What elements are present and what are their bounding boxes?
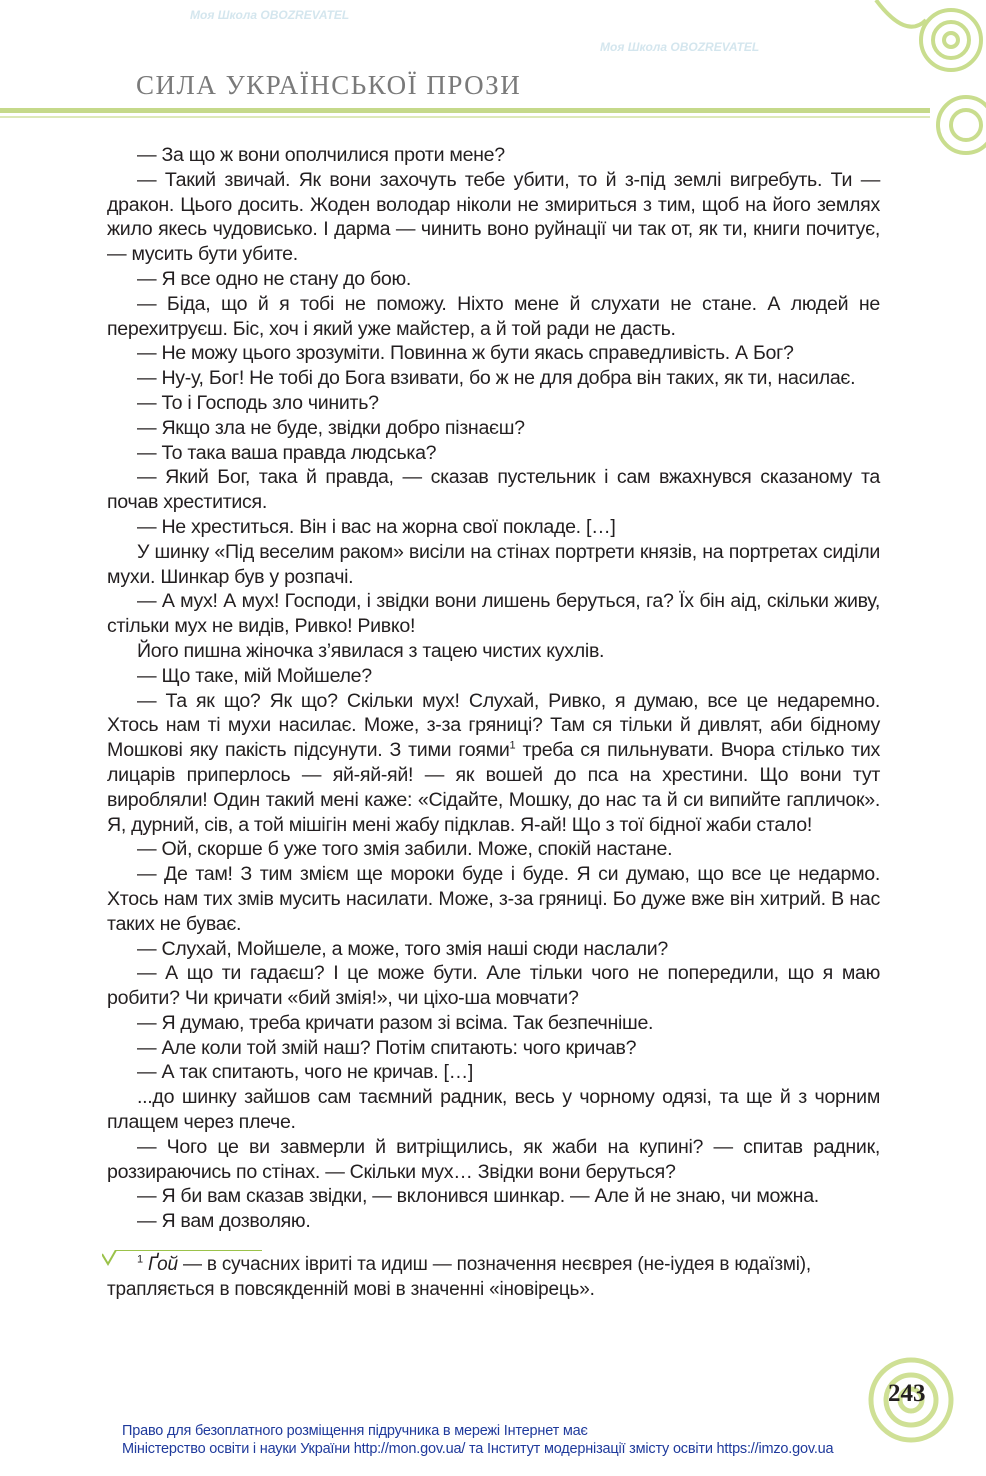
paragraph bbox=[107, 664, 880, 689]
header-divider bbox=[0, 108, 930, 113]
footnote-rule bbox=[102, 1250, 262, 1270]
paragraph-text: — Такий звичай. Як вони захочуть тебе убити, то й з-під землі вигребуть. Ти — дракон. Цього досить. Жоден володар ніколи не змириться з тим, щоб на його землях жило якесь чудовисько. І дарма — чинить воно руйнації чи так от, як ти, книги почитує, — мусить бути убите. bbox=[107, 168, 880, 266]
paragraph bbox=[107, 391, 880, 416]
paragraph-text: — Біда, що й я тобі не поможу. Ніхто мене й слухати не стане. А людей не перехитруєш. Біс, хоч і який уже майстер, а й той ради не дасть. bbox=[107, 292, 880, 340]
watermark: Моя Школа OBOZREVATEL bbox=[600, 40, 760, 54]
rights-line-1: Право для безоплатного розміщення підручника в мережі Інтернет має bbox=[122, 1423, 588, 1439]
paragraph-text: Його пишна жіночка з’явилася з тацею чистих кухлів. bbox=[137, 639, 605, 662]
paragraph bbox=[107, 1011, 880, 1036]
paragraph bbox=[107, 1184, 880, 1209]
page-number: 243 bbox=[888, 1380, 926, 1407]
paragraph bbox=[107, 292, 880, 342]
paragraph-text: — Слухай, Мойшеле, а може, того змія наші сюди наслали? bbox=[137, 937, 668, 960]
paragraph bbox=[107, 837, 880, 862]
paragraph-text: У шинку «Під веселим раком» висіли на стінах портрети князів, на портретах сиділи мухи. Шинкар був у розпачі. bbox=[107, 540, 880, 588]
paragraph-text: — Чого це ви завмерли й витріщились, як жаби на купині? — спитав радник, роззираючись по стінах. — Скільки мух… Звідки вони беруться? bbox=[107, 1135, 880, 1183]
paragraph-text: — А так спитають, чого не кричав. […] bbox=[137, 1061, 474, 1084]
paragraph bbox=[107, 465, 880, 515]
paragraph bbox=[107, 168, 880, 267]
paragraph bbox=[107, 416, 880, 441]
paragraph-text: — Не можу цього зрозуміти. Повинна ж бути якась справедливість. А Бог? bbox=[137, 342, 794, 365]
paragraph-text: — Що таке, мій Мойшеле? bbox=[137, 664, 372, 687]
paragraph bbox=[107, 1209, 880, 1234]
paragraph-text: — То така ваша правда людська? bbox=[137, 441, 437, 464]
footnote-marker: 1 bbox=[137, 1253, 143, 1266]
paragraph bbox=[107, 961, 880, 1011]
paragraph-text: — То і Господь зло чинить? bbox=[137, 391, 379, 414]
paragraph-text: — Та як що? Як що? Скільки мух! Слухай, Ривко, я думаю, все це недаремно. Хтось нам ті мухи насилає. Може, з-за гряниці? Там ся тільки й дивлят, аби бідному Мошкові яку пакість підсунути. З тими гоями bbox=[107, 689, 880, 762]
paragraph-text: — Ой, скорше б уже того змія забили. Може, спокій настане. bbox=[137, 838, 673, 861]
paragraph-text: — Не хреститься. Він і вас на жорна свої покладе. […] bbox=[137, 515, 616, 538]
rights-notice bbox=[122, 1422, 833, 1458]
paragraph-text: треба ся пильнувати. Вчора стілько тих лицарів приперлось — яй-яй-яй! — як вошей до пса на хрестини. Що вони тут виробляли! Один такий мені каже: «Сідайте, Мошку, до нас та й си випийте гапличок». Я, дурний, сів, а той мішігін мені жабу підклав. Я-ай! Що з тої бідної жаби стало! bbox=[107, 739, 880, 836]
page-header-title: СИЛА УКРАЇНСЬКОЇ ПРОЗИ bbox=[136, 70, 522, 100]
paragraph-text: — Я вам дозволяю. bbox=[137, 1210, 311, 1233]
footnote-text: — в сучасних івриті та идиш — позначення неєврея (не-іудея в юдаїзмі), трапляється в повсякденній мові в значенні «іновірець». bbox=[107, 1254, 811, 1301]
paragraph bbox=[107, 441, 880, 466]
paragraph bbox=[107, 540, 880, 590]
paragraph bbox=[107, 341, 880, 366]
paragraph bbox=[107, 515, 880, 540]
paragraph-text: — Де там! З тим змієм ще мороки буде і буде. Я си думаю, що все це недармо. Хтось нам тих змів мусить насилати. Може, з-за гряниці. Бо дуже вже він хитрий. В нас таких не буває. bbox=[107, 863, 880, 935]
footnote-block bbox=[107, 1250, 880, 1302]
paragraph bbox=[107, 862, 880, 936]
paragraph bbox=[107, 589, 880, 639]
paragraph-text: — А мух! А мух! Господи, і звідки вони лишень беруться, га? Їх бін аід, скільки живу, стільки мух не видів, Ривко! Ривко! bbox=[107, 590, 880, 638]
paragraph bbox=[107, 1085, 880, 1135]
paragraph-text: — А що ти гадаєш? І це може бути. Але тільки чого не попередили, що я маю робити? Чи кричати «бий змія!», чи ціхо-ша мовчати? bbox=[107, 962, 880, 1010]
paragraph bbox=[107, 143, 880, 168]
rights-line-2[interactable]: Міністерство освіти і науки України http://mon.gov.ua/ та Інститут модернізації змісту освіти https://imzo.gov.ua bbox=[122, 1441, 834, 1457]
paragraph bbox=[107, 1135, 880, 1185]
paragraph bbox=[107, 267, 880, 292]
header-divider-thin bbox=[0, 116, 930, 118]
watermark: Моя Школа OBOZREVATEL bbox=[190, 8, 350, 22]
paragraph bbox=[107, 689, 880, 838]
main-content bbox=[107, 143, 880, 1302]
paragraph-text: — За що ж вони ополчилися проти мене? bbox=[137, 144, 505, 166]
paragraph-text: — Який Бог, така й правда, — сказав пустельник і сам вжахнувся сказаному та почав хреститися. bbox=[107, 466, 880, 514]
paragraph bbox=[107, 639, 880, 664]
paragraph bbox=[107, 1036, 880, 1061]
footnote-term: Ґой bbox=[148, 1254, 178, 1276]
paragraph-text: — Ну-у, Бог! Не тобі до Бога взивати, бо ж не для добра він таких, як ти, насилає. bbox=[137, 367, 856, 390]
body-text bbox=[107, 143, 880, 1234]
footnote-reference: 1 bbox=[509, 739, 516, 752]
paragraph-text: — Якщо зла не буде, звідки добро пізнаєш? bbox=[137, 416, 525, 439]
paragraph-text: — Я думаю, треба кричати разом зі всіма. Так безпечніше. bbox=[137, 1011, 654, 1034]
paragraph bbox=[107, 937, 880, 962]
paragraph bbox=[107, 366, 880, 391]
paragraph-text: — Я би вам сказав звідки, — вклонився шинкар. — Але й не знаю, чи можна. bbox=[137, 1185, 819, 1208]
paragraph-text: — Я все одно не стану до бою. bbox=[137, 267, 412, 290]
paragraph-text: ...до шинку зайшов сам таємний радник, весь у чорному одязі, та ще й з чорним плащем через плече. bbox=[107, 1086, 880, 1134]
paragraph bbox=[107, 1060, 880, 1085]
paragraph-text: — Але коли той змій наш? Потім спитають: чого кричав? bbox=[137, 1036, 637, 1059]
